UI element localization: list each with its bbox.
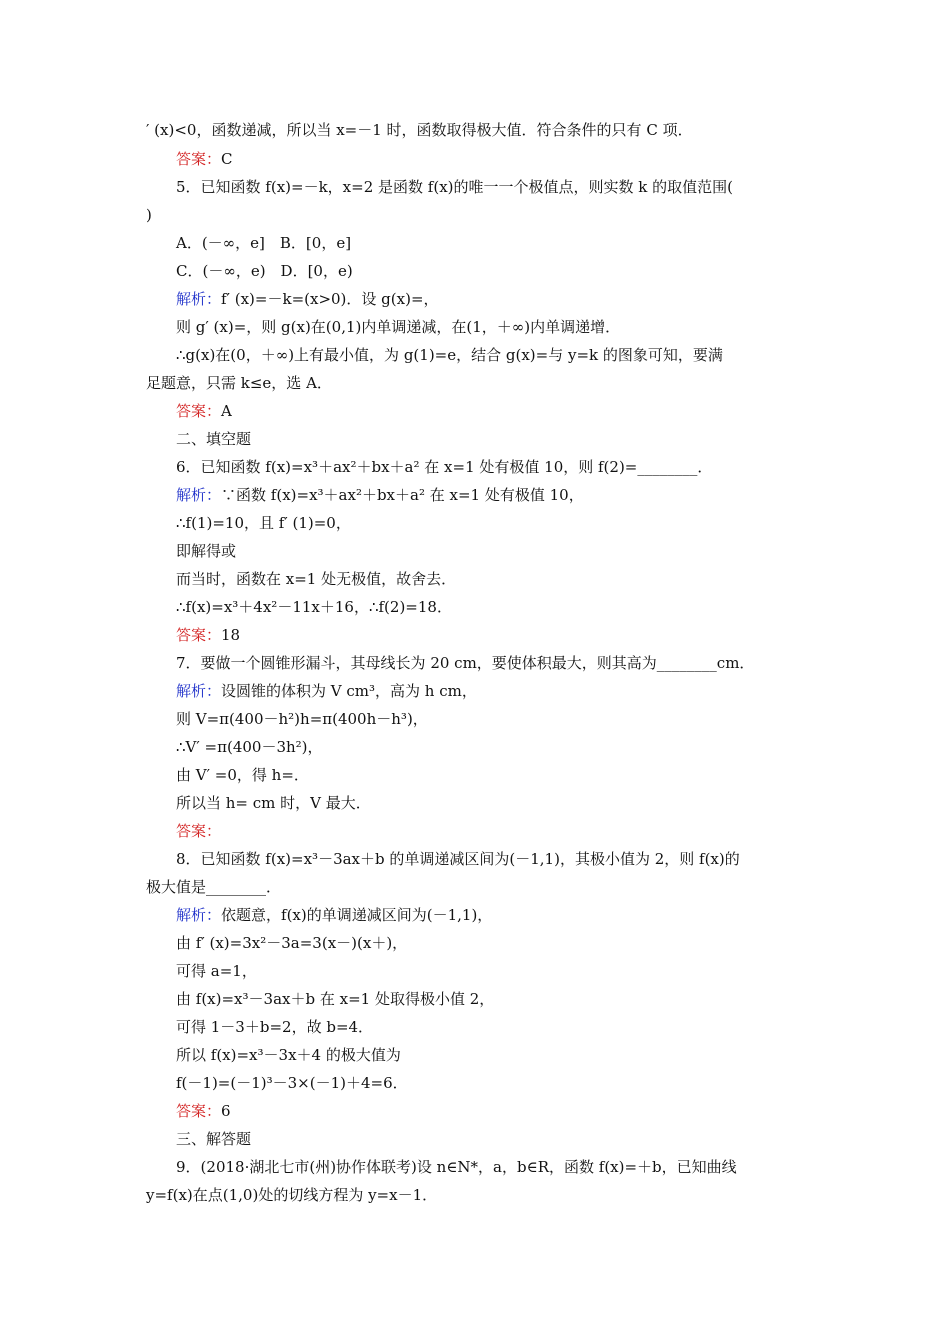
line-text: 6 [221,1102,231,1120]
line-text: f(－1)=(－1)³－3×(－1)＋4=6． [176,1074,408,1092]
line-text: A [221,402,232,420]
analysis-label: 解析： [176,906,222,924]
line-text: ∵函数 f(x)=x³＋ax²＋bx＋a² 在 x=1 处有极值 10， [221,486,584,504]
analysis-line [0,681,950,701]
line-text: 所以当 h= cm 时，V 最大． [176,794,371,812]
line-text: y=f(x)在点(1,0)处的切线方程为 y=x－1． [146,1186,438,1204]
answer-line [0,1101,950,1121]
text-line [0,653,950,673]
line-text: 8．已知函数 f(x)=x³－3ax＋b 的单调递减区间为(－1,1)，其极小值为 2，则 f(x)的 [176,850,740,868]
analysis-line [0,289,950,309]
line-text: ∴V′ =π(400－3h²)， [176,738,323,756]
line-text: 所以 f(x)=x³－3x＋4 的极大值为 [176,1046,401,1064]
line-text: 三、解答题 [176,1130,252,1148]
text-line [0,1185,950,1205]
text-line [0,373,950,393]
line-text: 依题意，f(x)的单调递减区间为(－1,1)， [221,906,493,924]
text-line [0,177,950,197]
line-text: 7．要做一个圆锥形漏斗，其母线长为 20 cm，要使体积最大，则其高为________cm． [176,654,755,672]
text-line [0,1129,950,1149]
analysis-line [0,905,950,925]
line-text: 可得 1－3＋b=2，故 b=4． [176,1018,374,1036]
line-text: 6．已知函数 f(x)=x³＋ax²＋bx＋a² 在 x=1 处有极值 10，则 f(2)=________． [176,458,713,476]
answer-line [0,401,950,421]
text-line [0,205,950,225]
text-line [0,233,950,253]
line-text: 9．(2018·湖北七市(州)协作体联考)设 n∈N*，a，b∈R，函数 f(x)=＋b，已知曲线 [176,1158,737,1176]
line-text: 而当时，函数在 x=1 处无极值，故舍去． [176,570,457,588]
text-line [0,513,950,533]
text-line [0,989,950,1009]
line-text: C．(－∞，e) D．[0，e) [176,262,353,280]
text-line [0,597,950,617]
text-line [0,793,950,813]
answer-line [0,149,950,169]
line-text: 18 [221,626,241,644]
answer-label: 答案： [176,822,222,840]
line-text: ) [146,206,152,224]
line-text: 5．已知函数 f(x)=－k，x=2 是函数 f(x)的唯一一个极值点，则实数 k 的取值范围( [176,178,733,196]
text-line [0,261,950,281]
analysis-label: 解析： [176,486,222,504]
answer-label: 答案： [176,1102,222,1120]
line-text: 可得 a=1， [176,962,257,980]
answer-line [0,821,950,841]
text-line [0,345,950,365]
analysis-line [0,485,950,505]
line-text: 由 f′ (x)=3x²－3a=3(x－)(x＋)， [176,934,408,952]
line-text: 则 g′ (x)=，则 g(x)在(0,1)内单调递减，在(1，＋∞)内单调递增． [176,318,621,336]
text-line [0,120,950,140]
line-text: 设圆锥的体积为 V cm³，高为 h cm， [221,682,477,700]
text-line [0,961,950,981]
line-text: 二、填空题 [176,430,252,448]
answer-line [0,625,950,645]
text-line [0,1045,950,1065]
line-text: 则 V=π(400－h²)h=π(400h－h³)， [176,710,428,728]
line-text: ′ (x)<0，函数递减，所以当 x=－1 时，函数取得极大值．符合条件的只有 C 项． [146,121,693,139]
text-line [0,737,950,757]
answer-label: 答案： [176,402,222,420]
answer-label: 答案： [176,150,222,168]
text-line [0,541,950,561]
text-line [0,429,950,449]
line-text: 即解得或 [176,542,237,560]
answer-label: 答案： [176,626,222,644]
text-line [0,569,950,589]
line-text: 足题意，只需 k≤e，选 A． [146,374,332,392]
line-text: C [221,150,233,168]
analysis-label: 解析： [176,290,222,308]
line-text: ∴f(x)=x³＋4x²－11x＋16，∴f(2)=18． [176,598,452,616]
line-text: 由 f(x)=x³－3ax＋b 在 x=1 处取得极小值 2， [176,990,495,1008]
line-text: 极大值是________． [146,878,282,896]
line-text: ∴f(1)=10，且 f′ (1)=0， [176,514,351,532]
text-line [0,849,950,869]
text-line [0,709,950,729]
text-line [0,1017,950,1037]
line-text: 由 V′ =0，得 h=． [176,766,309,784]
text-line [0,933,950,953]
text-line [0,765,950,785]
line-text: ∴g(x)在(0，＋∞)上有最小值，为 g(1)=e，结合 g(x)=与 y=k 的图象可知，要满 [176,346,723,364]
text-line [0,457,950,477]
text-line [0,317,950,337]
line-text: f′ (x)=－k=(x>0)．设 g(x)=， [221,290,439,308]
analysis-label: 解析： [176,682,222,700]
text-line [0,877,950,897]
text-line [0,1157,950,1177]
text-line [0,1073,950,1093]
line-text: A．(－∞，e] B．[0，e] [176,234,352,252]
